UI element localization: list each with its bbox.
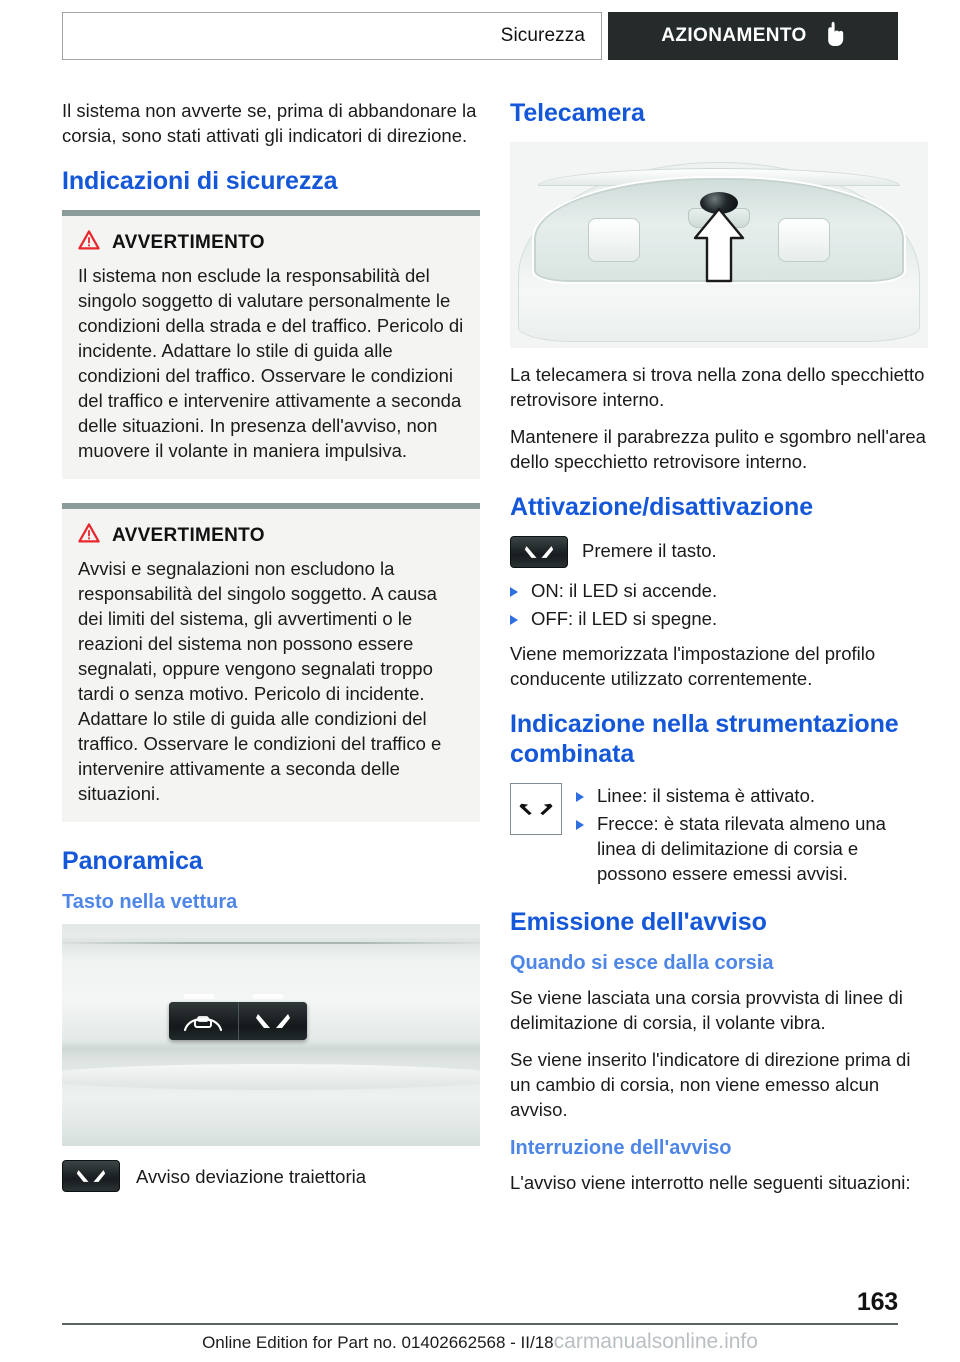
left-column (62, 98, 480, 1192)
camera-illustration (510, 142, 928, 348)
warning-text: Il sistema non esclude la responsabilità del singolo soggetto di valutare personalmente le condizioni della strada e del traffico. Pericolo di incidente. Adattare lo stile di guida alle condizioni del traffico. Osservare le condizioni del traffico e intervenire attivamente a seconda delle situazioni. In presenza dell'avviso, non muovere il volante in maniera impulsiva. (78, 265, 464, 461)
heading-indicazione-strumentazione: Indicazione nella strumentazione combinata (510, 710, 899, 768)
heading-telecamera: Telecamera (510, 99, 645, 127)
header-section-label: Sicurezza (500, 25, 585, 46)
header-chapter-label: AZIONAMENTO (661, 25, 807, 46)
lane-departure-warning-button-icon (62, 1160, 120, 1192)
door-panel-buttons-figure (62, 924, 480, 1146)
lane-marking-arrows-icon (510, 783, 562, 835)
heading-panoramica: Panoramica (62, 847, 203, 875)
pointer-arrow-icon (692, 206, 746, 284)
heading-indicazioni-di-sicurezza: Indicazioni di sicurezza (62, 167, 338, 195)
lane-departure-warning-button-icon (510, 536, 568, 568)
list-item (576, 811, 928, 886)
footer-note (0, 1330, 960, 1354)
triangle-bullet-icon (510, 587, 518, 597)
warning-box (62, 210, 480, 479)
telecamera-paragraph: Mantenere il parabrezza pulito e sgombro nell'area dello specchietto retrovisore interno. (510, 426, 926, 472)
warning-box (62, 503, 480, 822)
led-indicator-left (184, 994, 214, 999)
list-item (510, 578, 928, 603)
page-header (62, 12, 898, 60)
pointing-hand-icon (823, 21, 845, 52)
warning-header (78, 523, 464, 548)
list-item-label: OFF: il LED si spegne. (531, 608, 718, 629)
header-section-tab[interactable] (62, 12, 602, 60)
led-indicator-right (253, 994, 283, 999)
activation-bullet-list (510, 578, 928, 631)
list-item (510, 606, 928, 631)
cluster-indication-block (510, 783, 928, 889)
warning-triangle-icon (78, 230, 100, 255)
list-item-label: Linee: il sistema è attivato. (597, 785, 815, 806)
telecamera-paragraph: La telecamera si trova nella zona dello specchietto retrovisore interno. (510, 364, 925, 410)
headrest-left (588, 218, 640, 262)
press-button-label: Premere il tasto. (582, 540, 717, 561)
activation-note: Viene memorizzata l'impostazione del profilo conducente utilizzato correntemente. (510, 643, 876, 689)
triangle-bullet-icon (510, 615, 518, 625)
right-column (510, 98, 928, 1195)
interruzione-paragraph: L'avviso viene interrotto nelle seguenti situazioni: (510, 1172, 911, 1193)
cluster-indication-bullet-list (576, 783, 928, 889)
intro-paragraph: Il sistema non avverte se, prima di abbandonare la corsia, sono stati attivati gli indicatori di direzione. (62, 100, 477, 146)
heading-interruzione-avviso: Interruzione dell'avviso (510, 1137, 732, 1159)
footer-divider (62, 1323, 898, 1325)
warning-title: AVVERTIMENTO (112, 524, 265, 546)
quando-paragraph: Se viene inserito l'indicatore di direzione prima di un cambio di corsia, non viene emesso alcun avviso. (510, 1049, 911, 1120)
triangle-bullet-icon (576, 820, 584, 830)
edition-text: Online Edition for Part no. 01402662568 - II/18 (202, 1333, 554, 1352)
heading-tasto-nella-vettura: Tasto nella vettura (62, 891, 238, 913)
distance-control-button[interactable] (169, 1002, 238, 1040)
headrest-right (778, 218, 830, 262)
list-item-label: Frecce: è stata rilevata almeno una linea di delimitazione di corsia e possono essere emessi avvisi. (597, 813, 886, 884)
figure-caption (62, 1160, 480, 1192)
page-number: 163 (856, 1288, 898, 1316)
header-chapter-tab[interactable] (608, 12, 898, 60)
heading-emissione-avviso: Emissione dell'avviso (510, 908, 767, 936)
heading-attivazione-disattivazione: Attivazione/disattivazione (510, 493, 814, 521)
press-button-instruction (510, 536, 928, 568)
list-item (576, 783, 928, 808)
button-cluster[interactable] (169, 1002, 307, 1040)
lane-departure-warning-button[interactable] (238, 1002, 308, 1040)
warning-title: AVVERTIMENTO (112, 231, 265, 253)
warning-header (78, 230, 464, 255)
watermark-text: carmanualsonline.info (553, 1330, 758, 1353)
windshield-camera-figure (510, 142, 928, 348)
caption-label: Avviso deviazione traiettoria (136, 1165, 367, 1187)
quando-paragraph: Se viene lasciata una corsia provvista di linee di delimitazione di corsia, il volante vibra. (510, 987, 903, 1033)
list-item-label: ON: il LED si accende. (531, 580, 718, 601)
triangle-bullet-icon (576, 792, 584, 802)
warning-triangle-icon (78, 523, 100, 548)
warning-text: Avvisi e segnalazioni non escludono la responsabilità del singolo soggetto. A causa dei limiti del sistema, gli avvertimenti o le reazioni del sistema non possono essere segnalati, oppure vengono segnalati troppo tardi o senza motivo. Pericolo di incidente. Adattare lo stile di guida alle condizioni del traffico. Osservare le condizioni del traffico e intervenire attivamente a seconda delle situazioni. (78, 558, 442, 804)
heading-quando-si-esce: Quando si esce dalla corsia (510, 952, 774, 974)
